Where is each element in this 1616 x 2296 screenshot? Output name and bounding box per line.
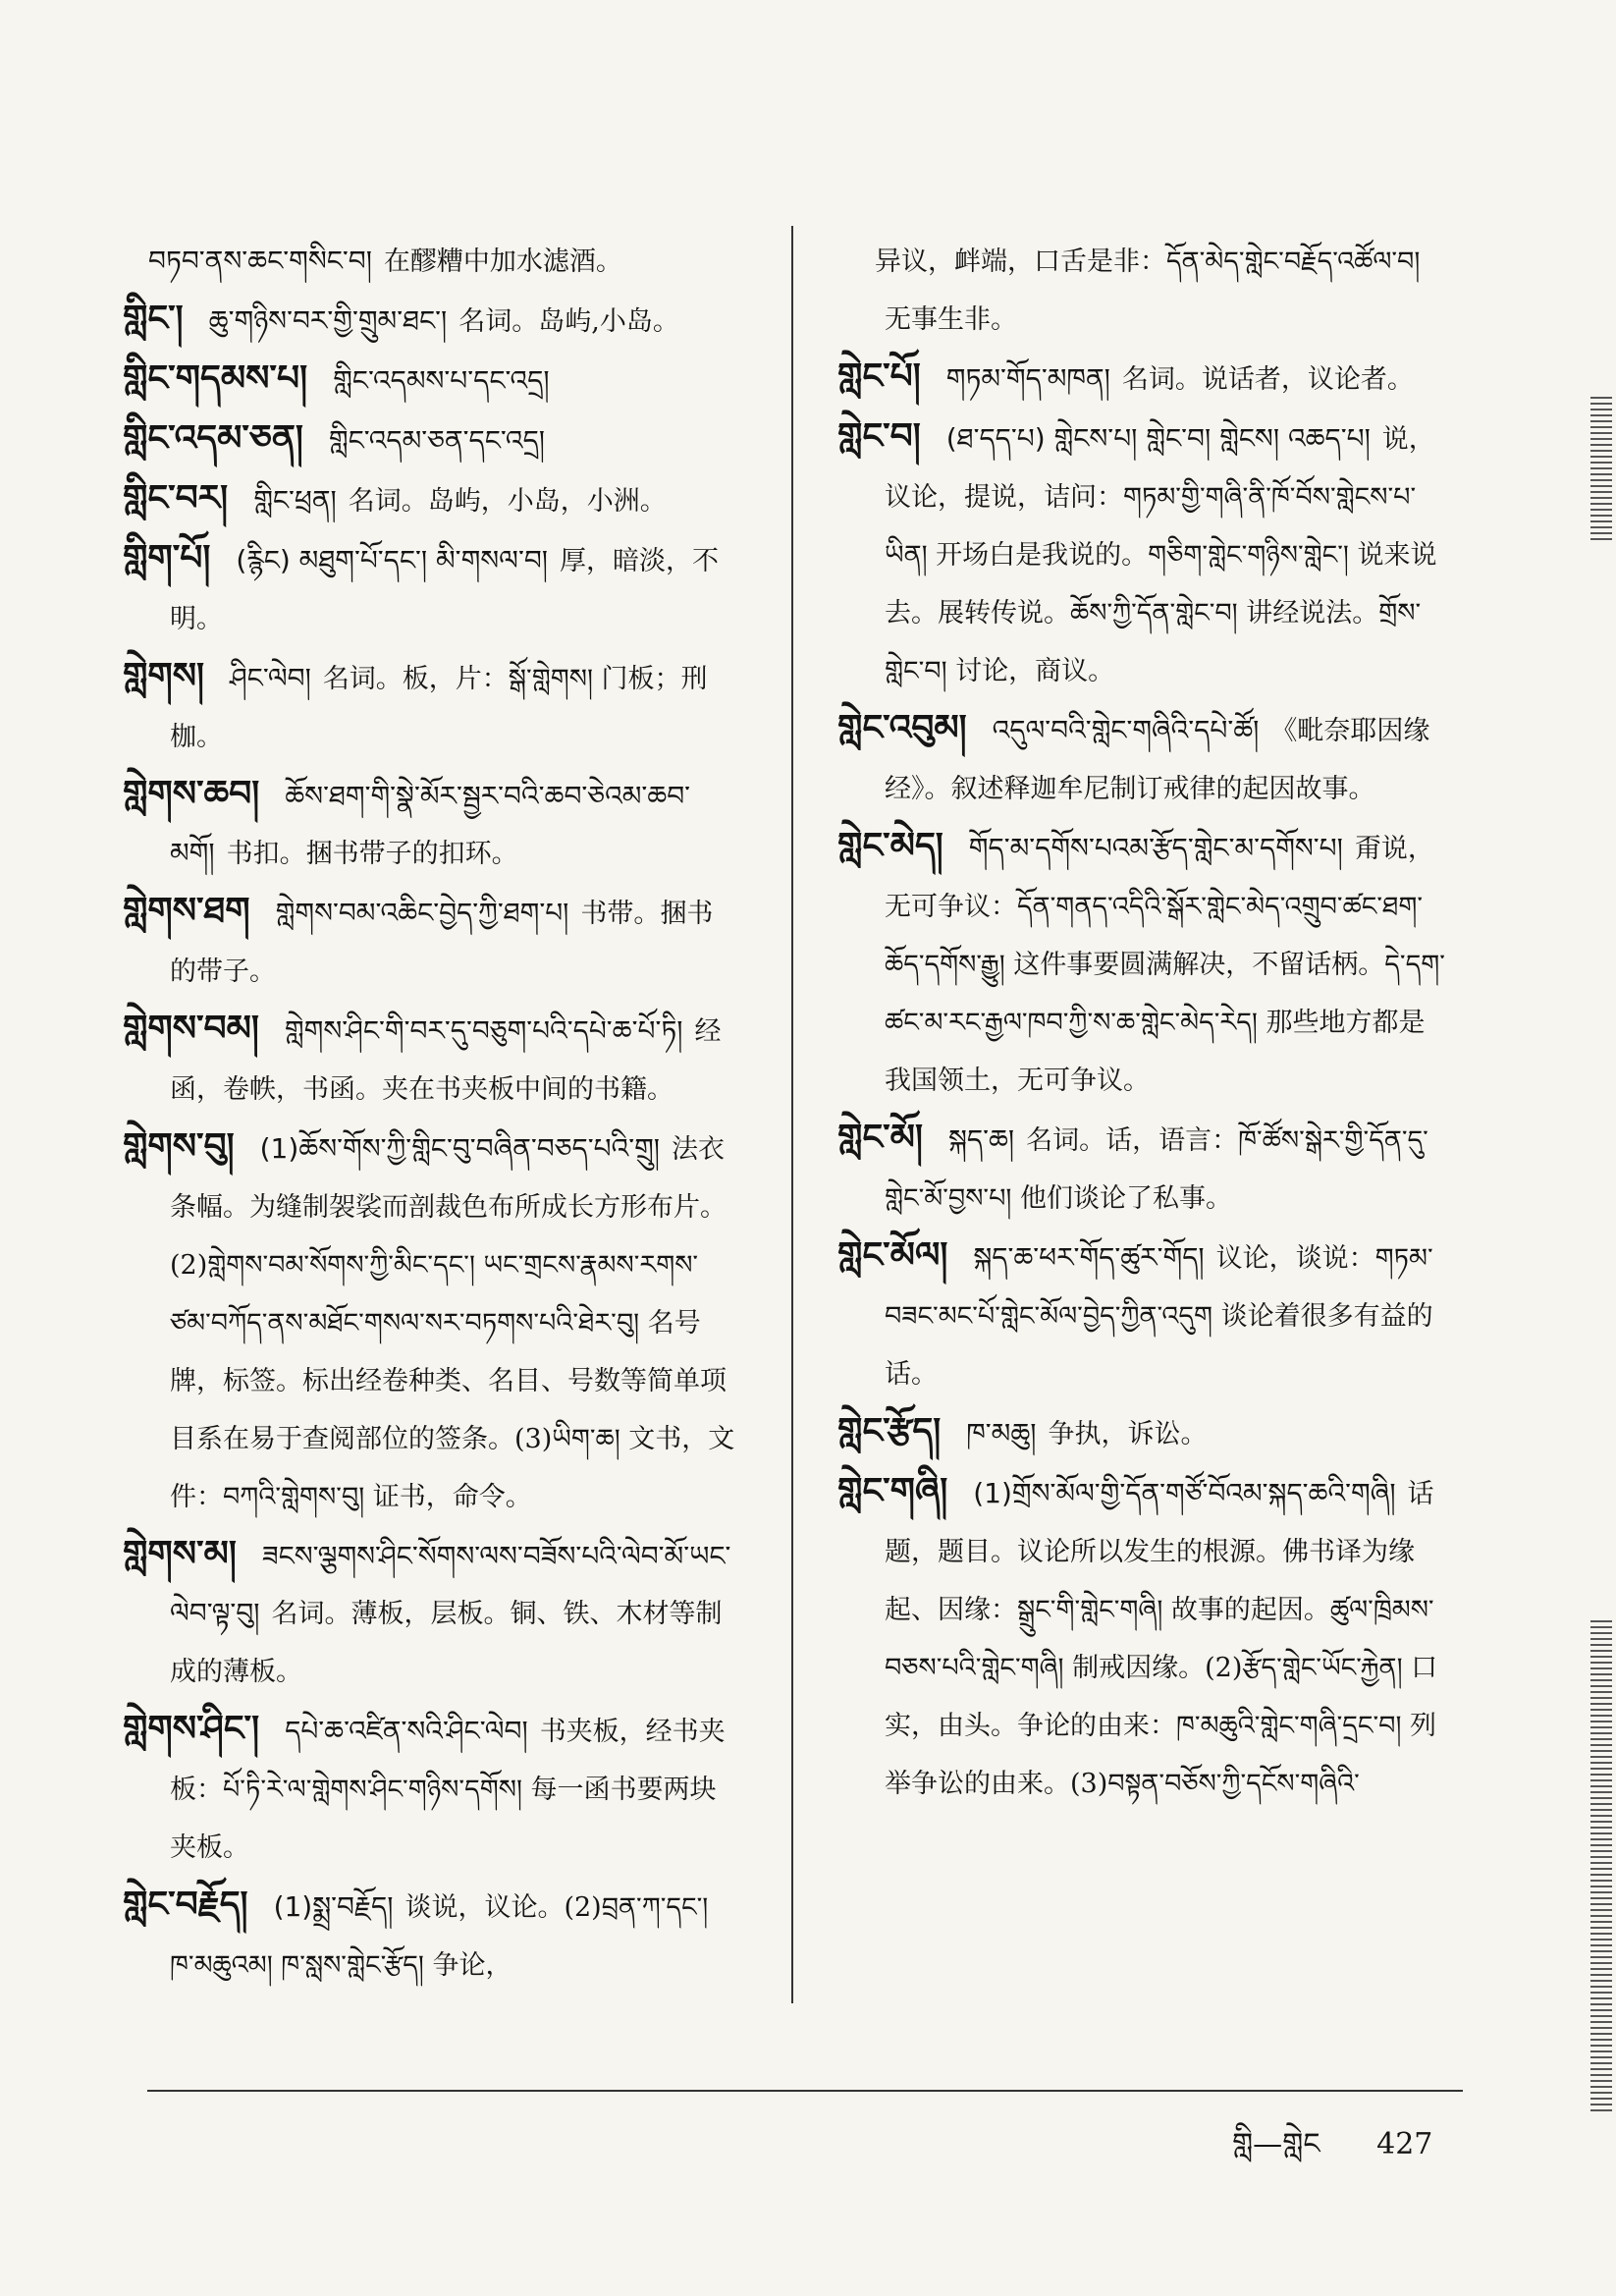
entry-headword: གླེང་བརྗོད། xyxy=(123,1885,248,1925)
entry-tibetan-definition: སྐད་ཆ་ཕར་གོད་ཚུར་གོད། xyxy=(973,1241,1205,1274)
dictionary-entry xyxy=(837,409,1451,700)
entry-headword: གླེང་རྩོད། xyxy=(837,1411,942,1451)
dictionary-entry xyxy=(123,1001,736,1119)
dictionary-entry xyxy=(837,1463,1451,1813)
dictionary-entry xyxy=(837,1228,1451,1403)
entry-headword: གླེགས་མ། xyxy=(123,1534,237,1574)
entry-tibetan-definition: གླེགས་ཤིང་གི་བར་དུ་བཅུག་པའི་དཔེ་ཆ་པོ་ཏི། xyxy=(284,1014,683,1047)
column-divider xyxy=(791,226,793,2003)
entry-headword: གླིང་གདམས་པ། xyxy=(123,358,308,399)
entry-chinese-definition: 谈说，议论。(2)བྲན་ཀ་དང་། ཁ་མཆུའམ། ཁ་སླས་གླེང་རྩོད། 争论， xyxy=(170,1892,709,1981)
entry-chinese-definition: 名词。薄板，层板。铜、铁、木材等制成的薄板。 xyxy=(170,1599,723,1687)
dictionary-entry xyxy=(123,231,736,291)
entry-tibetan-definition: གླིང་འདམས་པ་དང་འདྲ། xyxy=(333,364,550,397)
entry-tibetan-definition: ཤིང་ལེབ། xyxy=(229,662,311,694)
entry-chinese-definition: 在醪糟中加水滤酒。 xyxy=(383,246,622,277)
entry-headword: གླེགས་བམ། xyxy=(123,1009,259,1049)
page-number: 427 xyxy=(1376,2127,1433,2161)
edge-mark xyxy=(1590,1620,1612,2111)
entry-chinese-definition: 名词。话，语言：ཁོ་ཚོས་སྒེར་གྱི་དོན་དུ་གླེང་མོ་བྱས་པ། 他们谈论了私事。 xyxy=(885,1125,1428,1214)
right-column xyxy=(837,231,1451,1813)
dictionary-entry xyxy=(837,818,1451,1110)
entry-headword: གླེགས་ཐག xyxy=(123,891,250,931)
dictionary-entry xyxy=(837,1110,1451,1228)
bottom-rule xyxy=(147,2090,1463,2092)
dictionary-entry xyxy=(123,1877,736,1995)
entry-headword: གླིང་བར། xyxy=(123,478,229,519)
running-footer xyxy=(1232,2111,1432,2194)
entry-chinese-definition: 法衣条幅。为缝制袈裟而剖裁色布所成长方形布片。(2)གླེགས་བམ་སོགས་ཀྱི་མིང་དང་། ཡང་གྲངས་རྣམས་རགས་ཙམ་བཀོད་ནས་མཐོང་གསལ་སར་བཏགས་པའི་ཐེར་བུ། 名号牌，标签。标出经卷种类、名目、号数等简单项目系在易于查阅部位的签条。(3)ཡིག་ཆ། 文书，文件：བཀའི་གླེགས་བུ། 证书，命令。 xyxy=(170,1134,735,1512)
entry-headword: གླེགས། xyxy=(123,656,204,696)
entry-chinese-definition: 说，议论，提说，诘问：གཏམ་གྱི་གཞི་ནི་ཁོ་བོས་གླེངས་པ་ཡིན། 开场白是我说的。གཅིག་གླེང་གཉིས་གླེང་། 说来说去。展转传说。ཆོས་ཀྱི་དོན་གླེང་བ། 讲经说法。གྲོས་གླེང་བ། 讨论，商议。 xyxy=(885,424,1437,686)
dictionary-entry xyxy=(123,530,736,648)
dictionary-entry xyxy=(123,470,736,530)
dictionary-entry xyxy=(123,883,736,1001)
entry-chinese-definition: 议论，谈说：གཏམ་བཟང་མང་པོ་གླེང་མོལ་བྱེད་ཀྱིན་འདུག 谈论着很多有益的话。 xyxy=(885,1243,1433,1390)
left-column xyxy=(123,231,736,1995)
entry-headword: གླེགས་བུ། xyxy=(123,1126,235,1167)
entry-chinese-definition: 经函，卷帙，书函。夹在书夹板中间的书籍。 xyxy=(170,1016,722,1105)
entry-tibetan-definition: གོད་མ་དགོས་པའམ་རྩོད་གླེང་མ་དགོས་པ། xyxy=(968,832,1343,864)
dictionary-entry xyxy=(123,1119,736,1526)
entry-tibetan-definition: འདུལ་བའི་གླེང་གཞིའི་དཔེ་ཚོ། xyxy=(992,714,1260,746)
entry-tibetan-definition: གླིང་ཕྲན། xyxy=(253,484,337,517)
entry-tibetan-definition: ཆོས་ཐག་གི་སྣེ་མོར་སྦྱར་བའི་ཆབ་ཅེའམ་ཆབ་མགོ། xyxy=(170,780,691,869)
entry-tibetan-definition: ཆུ་གཉིས་བར་གྱི་གྲུམ་ཐང་། xyxy=(208,304,448,337)
entry-headword: གླིག་པོ། xyxy=(123,538,211,578)
dictionary-entry xyxy=(123,648,736,766)
entry-chinese-definition: 异议，衅端，口舌是非：དོན་མེད་གླེང་བརྗོད་འཚོལ་བ། 无事生非。 xyxy=(875,246,1421,335)
entry-chinese-definition: 书扣。捆书带子的扣环。 xyxy=(226,839,518,869)
entry-headword: གླེང་འབུམ། xyxy=(837,708,967,748)
entry-headword: གླེང་མོ། xyxy=(837,1118,923,1158)
entry-chinese-definition: 书带。捆书的带子。 xyxy=(170,899,714,987)
entry-tibetan-definition: (1)སྨྲ་བརྗོད། xyxy=(273,1890,394,1923)
entry-headword: གླེང་བ། xyxy=(837,416,921,457)
dictionary-entry xyxy=(123,291,736,351)
entry-headword: གླེང་པོ། xyxy=(837,356,921,397)
entry-tibetan-definition: གླེགས་བམ་འཆིང་བྱེད་ཀྱི་ཐག་པ། xyxy=(275,897,569,929)
entry-tibetan-definition: (1)གྲོས་མོལ་གྱི་དོན་གཙོ་བོའམ་སྐད་ཆའི་གཞི། xyxy=(973,1477,1396,1509)
entry-tibetan-definition: (རྙིང) མཐུག་པོ་དང་། མི་གསལ་བ། xyxy=(236,544,548,576)
entry-tibetan-definition: སྐད་ཆ། xyxy=(947,1123,1015,1156)
dictionary-entry xyxy=(123,351,736,410)
entry-tibetan-definition: དཔེ་ཆ་འཛིན་སའི་ཤིང་ལེབ། xyxy=(285,1715,528,1747)
entry-chinese-definition: 名词。岛屿,小岛。 xyxy=(458,306,679,337)
entry-chinese-definition: 名词。岛屿，小岛，小洲。 xyxy=(348,486,667,517)
entry-headword: གླེང་གཞི། xyxy=(837,1471,948,1511)
dictionary-entry xyxy=(837,349,1451,409)
entry-chinese-definition: 名词。板，片：སྒོ་གླེགས། 门板；刑枷。 xyxy=(170,664,708,752)
entry-chinese-definition: 甭说，无可争议：དོན་གནད་འདིའི་སྒོར་གླེང་མེད་འགྲུབ་ཚང་ཐག་ཆོད་དགོས་རྒྱུ། 这件事要圆满解决，不留话柄。དེ་དག་ཚང་མ་རང་རྒྱལ་ཁབ་ཀྱི་ས་ཆ་གླེང་མེད་རེད། 那些地方都是我国领土，无可争议。 xyxy=(885,834,1445,1096)
entry-tibetan-definition: ཁ་མཆུ། xyxy=(966,1417,1037,1449)
entry-tibetan-definition: གླིང་འདམ་ཅན་དང་འདྲ། xyxy=(328,424,545,457)
entry-tibetan-definition: བཏབ་ནས་ཆང་གསིང་བ། xyxy=(148,245,372,277)
dictionary-entry xyxy=(123,1526,736,1701)
entry-headword: གླེང་མོལ། xyxy=(837,1235,948,1276)
dictionary-entry xyxy=(123,1701,736,1877)
entry-tibetan-definition: (ཐ་དད་པ) གླེངས་པ། གླེང་བ། གླེངས། འཆད་པ། xyxy=(945,422,1371,455)
guide-words: གླི—གླེང xyxy=(1232,2127,1320,2161)
dictionary-entry xyxy=(837,231,1451,349)
entry-chinese-definition: 争执，诉讼。 xyxy=(1048,1419,1208,1449)
edge-mark xyxy=(1590,393,1612,540)
entry-chinese-definition: 话题，题目。议论所以发生的根源。佛书译为缘起、因缘：སྒྲུང་གི་གླེང་གཞི། 故事的起因。ཚུལ་ཁྲིམས་བཅས་པའི་གླེང་གཞི། 制戒因缘。(2)རྩོད་གླེང་ཡོང་རྐྱེན། 口实，由头。争论的由来：ཁ་མཆུའི་གླེང་གཞི་དྲང་བ། 列举争讼的由来。(3)བསྟན་བཅོས་ཀྱི་དངོས་གཞིའི་ xyxy=(885,1479,1438,1799)
entry-headword: གླིང་། xyxy=(123,299,184,339)
entry-chinese-definition: 《毗奈耶因缘经》。叙述释迦牟尼制订戒律的起因故事。 xyxy=(885,716,1430,804)
entry-chinese-definition: 书夹板，经书夹板：པོ་ཏི་རེ་ལ་གླེགས་ཤིང་གཉིས་དགོས། 每一函书要两块夹板。 xyxy=(170,1717,726,1863)
entry-tibetan-definition: གཏམ་གོད་མཁན། xyxy=(945,362,1110,395)
entry-chinese-definition: 厚，暗淡，不明。 xyxy=(170,546,719,634)
entry-tibetan-definition: (1)ཆོས་གོས་ཀྱི་གླིང་བུ་བཞིན་བཅད་པའི་གྲུ། xyxy=(259,1132,661,1165)
entry-tibetan-definition: ཟངས་ལྕགས་ཤིང་སོགས་ལས་བཟོས་པའི་ལེབ་མོ་ཡང་ལེབ་ལྟ་བུ། xyxy=(170,1540,731,1629)
entry-headword: གླེགས་ཆབ། xyxy=(123,774,260,814)
entry-headword: གླེང་མེད། xyxy=(837,826,943,866)
entry-headword: གླེགས་ཤིང་། xyxy=(123,1709,260,1749)
dictionary-entry xyxy=(837,1403,1451,1463)
dictionary-entry xyxy=(837,700,1451,818)
entry-chinese-definition: 名词。说话者，议论者。 xyxy=(1121,364,1414,395)
entry-headword: གླིང་འདམ་ཅན། xyxy=(123,418,303,459)
dictionary-entry xyxy=(123,766,736,883)
dictionary-entry xyxy=(123,410,736,470)
